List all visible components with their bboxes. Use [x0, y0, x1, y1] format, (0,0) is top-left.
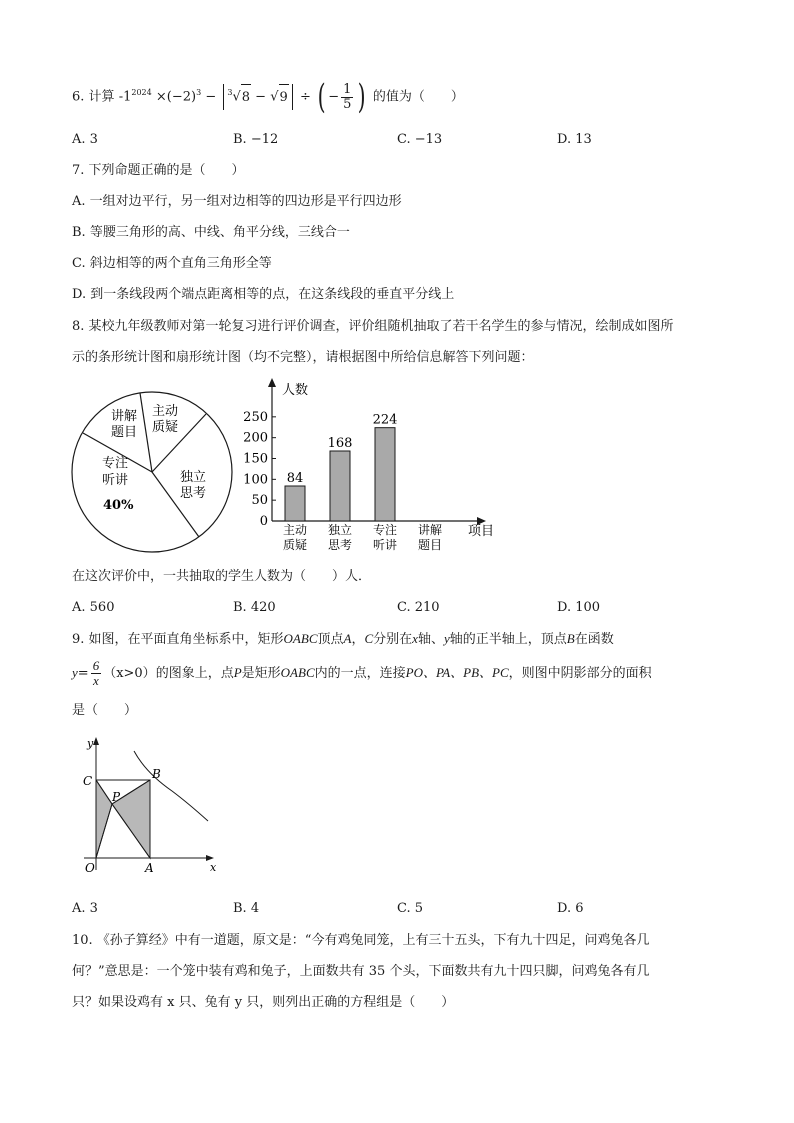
bar-value-label: 84	[286, 471, 304, 486]
svg-text:A: A	[145, 861, 154, 875]
q6-option-d[interactable]: D. 13	[557, 132, 592, 147]
svg-text:C: C	[83, 774, 93, 788]
q8-option-d[interactable]: D. 100	[557, 600, 601, 615]
category-label: 专注	[372, 523, 398, 537]
q9-stem-line2: y= $\frac{6}{x}$ （x>0）的图象上，点P是矩形OABC内的一点，连接PO、PA、PB、PC，则图中阴影部分的面积	[72, 658, 652, 688]
bar	[285, 486, 305, 521]
bar-value-label: 168	[327, 436, 353, 451]
q6-option-c[interactable]: C. −13	[397, 132, 443, 147]
pie-chart	[66, 385, 246, 560]
q8-stem-line2: 示的条形统计图和扇形统计图（均不完整），请根据图中所给信息解答下列问题：	[72, 350, 534, 365]
bar-value-label: 224	[372, 412, 398, 428]
bar	[330, 451, 350, 521]
pie-label-s4a: 讲解	[111, 409, 138, 424]
q8-option-b[interactable]: B. 420	[233, 600, 276, 615]
svg-text:O: O	[85, 861, 95, 875]
svg-text:y: y	[87, 737, 94, 750]
q7-stem: 7. 下列命题正确的是（ ）	[72, 163, 245, 178]
svg-text:B: B	[152, 767, 161, 781]
q8-option-c[interactable]: C. 210	[397, 600, 440, 615]
q7-option-c[interactable]: C. 斜边相等的两个直角三角形全等	[72, 256, 272, 271]
q7-option-a[interactable]: A. 一组对边平行，另一组对边相等的四边形是平行四边形	[72, 194, 402, 209]
category-label: 独立	[327, 523, 353, 537]
pie-label-s1a: 主动	[152, 404, 179, 419]
q7-option-d[interactable]: D. 到一条线段两个端点距离相等的点，在这条线段的垂直平分线上	[72, 287, 455, 302]
q10-stem-line3: 只？如果设鸡有 x 只、兔有 y 只，则列出正确的方程组是（ ）	[72, 995, 455, 1010]
q9-stem-line3: 是（ ）	[72, 703, 138, 718]
bar-chart	[243, 378, 502, 556]
pie-label-s2b: 思考	[180, 486, 207, 501]
q6-option-b[interactable]: B. −12	[233, 132, 279, 147]
pie-label-s1b: 质疑	[152, 420, 179, 435]
q9-option-c[interactable]: C. 5	[397, 901, 424, 916]
pie-label-s4b: 题目	[111, 425, 138, 440]
category-label: 质疑	[282, 538, 308, 552]
q9-option-a[interactable]: A. 3	[72, 901, 98, 916]
q9-stem-line1: 9. 如图，在平面直角坐标系中，矩形OABC顶点A，C分别在x轴、y轴的正半轴上，顶点B在函数	[72, 631, 614, 647]
q7-option-b[interactable]: B. 等腰三角形的高、中线、角平分线，三线合一	[72, 225, 350, 240]
q6-stem: 6. 计算 $-1^{2024} \times(-2)^3 - ^3√8 - √9$ ÷ ( − $\frac{1}{5}$ ) 的值为（ ）	[72, 77, 464, 117]
svg-text:x: x	[210, 861, 217, 874]
q8-stem-line1: 8. 某校九年级教师对第一轮复习进行评价调查，评价组随机抽取了若干名学生的参与情况，绘制成如图所	[72, 319, 674, 334]
q6-fraction: $\frac{1}{5}$	[343, 81, 352, 112]
bar	[375, 428, 395, 521]
q9-option-b[interactable]: B. 4	[233, 901, 260, 916]
coordinate-figure	[76, 735, 226, 880]
category-label: 思考	[327, 538, 353, 552]
q8-option-a[interactable]: A. 560	[72, 600, 115, 615]
y-tick-label: 200	[243, 430, 268, 446]
y-tick-label: 100	[243, 472, 268, 488]
q9-option-d[interactable]: D. 6	[557, 901, 584, 916]
y-tick-label: 150	[243, 451, 268, 467]
svg-text:P: P	[112, 790, 121, 804]
q8-question: 在这次评价中，一共抽取的学生人数为（ ）人．	[72, 569, 372, 584]
category-label: 题目	[417, 538, 443, 552]
y-tick-label: 50	[251, 493, 268, 509]
category-label: 主动	[282, 523, 308, 537]
y-axis-arrow	[268, 378, 276, 387]
category-label: 听讲	[372, 538, 398, 552]
category-label: 讲解	[417, 523, 443, 537]
q6-option-a[interactable]: A. 3	[72, 132, 98, 147]
pie-label-s3b: 听讲	[102, 473, 129, 488]
x-axis-title: 项目	[468, 524, 495, 539]
pie-label-s3a: 专注	[102, 456, 129, 471]
pie-label-s3pct: 40%	[103, 498, 134, 513]
q10-stem-line1: 10. 《孙子算经》中有一道题，原文是：“今有鸡兔同笼，上有三十五头，下有九十四足，问鸡兔各几	[72, 933, 650, 948]
y-tick-label: 0	[259, 514, 268, 529]
y-axis-title: 人数	[282, 383, 309, 398]
q10-stem-line2: 何？”意思是：一个笼中装有鸡和兔子，上面数共有 35 个头，下面数共有九十四只脚，问鸡兔各有几	[72, 964, 650, 979]
y-tick-label: 250	[243, 409, 268, 425]
pie-label-s2a: 独立	[180, 470, 207, 485]
q9-fraction: $\frac{6}{x}$	[92, 658, 100, 688]
